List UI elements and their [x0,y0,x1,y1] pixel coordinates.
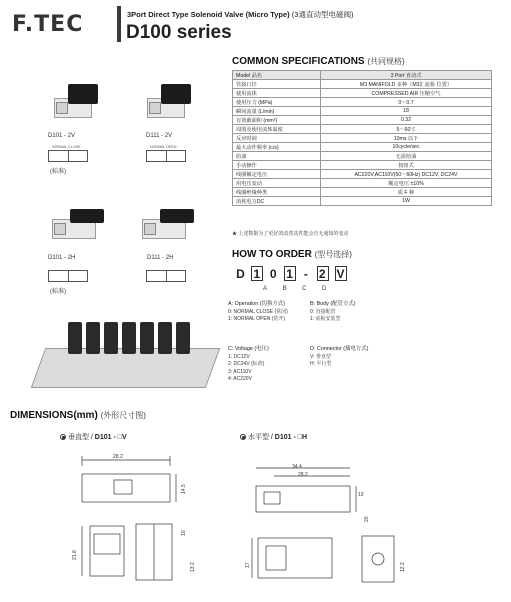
code-letter: C [302,286,307,292]
spec-row [233,179,492,188]
manifold-photo [38,318,213,378]
option-a [228,301,288,324]
spec-row [233,188,492,197]
dim-value: 14.5 [181,484,187,494]
spec-key: 消耗电力DC [233,197,321,206]
drawing-vertical-top [70,452,190,512]
option-title: D: Connector (插电方式) [310,346,369,352]
spec-row [233,170,492,179]
spec-value: 5～60℃ [321,125,492,134]
product-note: (标准) [50,289,66,295]
code-box: V [336,267,346,281]
symbol-caption: NORMAL CLOSE [52,145,81,149]
dim-value: 20 [364,516,370,522]
option-title: A: Operation (切换方式) [228,301,285,307]
valve-symbol [146,150,186,162]
symbol-caption: NORMAL OPEN [150,145,177,149]
order-title-cn: (型号选择) [314,250,352,259]
option-item: 3: AC110V [228,368,252,375]
spec-key: 有效截面积 (mm²) [233,116,321,125]
specs-table [232,70,492,206]
option-item: 1: DC12V [228,353,250,360]
spec-row [233,161,492,170]
subtitle-en: 3Port Direct Type Solenoid Valve (Micro Type) [127,10,290,19]
spec-key: 管接口径 [233,80,321,89]
spec-value: 按钮式 [321,161,492,170]
dim-value: 12.2 [400,562,406,572]
code-box: 2 [317,266,329,281]
code-letter: D [321,286,327,292]
spec-value: 质 F 种 [321,188,492,197]
code-letter: B [282,286,287,292]
spec-value: 无需给油 [321,152,492,161]
dim-value: 13.2 [190,562,196,572]
product-label: D101 - 2H [48,255,76,261]
specs-note: ★ 上述数据为了更好的改善其性能会有无通知的变动 [232,231,349,237]
code-letters [256,286,333,292]
order-title [232,249,352,260]
dim-value: 10 [181,530,187,536]
spec-value: 0.32 [321,116,492,125]
dim-value: 10 [358,492,364,498]
brand-logo: F.TEC [12,12,84,37]
option-title: C: Voltage (电压) [228,346,269,352]
dimensions-title-en: DIMENSIONS(mm) [10,410,98,421]
dim-type-label: 垂直型 / [67,434,93,441]
spec-value: AC220V,AC110V(50～60Hz) DC12V, DC24V [321,170,492,179]
valve-symbol [48,150,88,162]
spec-key: 瞬间流量 (L/min) [233,107,321,116]
spec-row [233,89,492,98]
spec-row [233,143,492,152]
spec-key: 周围及使用流体温度 [233,125,321,134]
valve-symbol [48,270,88,282]
spec-key: 最大动作频率 (c/s) [233,143,321,152]
product-note: (标准) [50,169,66,175]
spec-key: 使用压力 (MPa) [233,98,321,107]
order-title-en: HOW TO ORDER [232,249,312,260]
option-b [310,301,356,324]
drawing-horizontal-side [250,528,400,588]
dim-value: 34.4 [292,464,302,470]
spec-value: 3 Port 直动式 [321,71,492,80]
spec-row [233,152,492,161]
option-item: 0: NORMAL CLOSE (常闭) [228,308,288,315]
option-item: H: 平行型 [310,361,332,367]
dim-model-label: D101 - □V [94,434,127,441]
option-item: V: 垂直型 [310,353,331,360]
subtitle-cn: (3通直动型电磁阀) [291,10,354,19]
drawing-horizontal-top [250,462,370,522]
option-item: 1: NORMAL OPEN (常开) [228,316,286,322]
series-title: D100 series [126,22,232,43]
spec-key: 线圈绝缘种类 [233,188,321,197]
valve-photo-d101-2h [50,205,110,245]
spec-key: 使用流体 [233,89,321,98]
drawing-vertical-side [70,518,190,588]
dim-type-label: 水平型 / [247,434,273,441]
header-divider [117,6,121,42]
option-item: 0: 直接配管 [310,308,336,315]
dim-horizontal-heading [240,432,307,442]
dim-value: 17 [245,562,251,568]
dimensions-title [10,410,146,421]
product-label: D111 - 2H [147,255,174,261]
code-box: 1 [251,266,263,281]
option-item: 1: 底板安装型 [310,316,341,322]
option-item: 2: DC24V (标准) [228,361,265,367]
spec-row [233,125,492,134]
dim-value: 21.8 [72,550,78,560]
option-item: 4: AC220V [228,376,252,382]
option-d [310,346,368,369]
valve-photo-d111-2h [140,205,200,245]
dim-vertical-heading [60,432,127,442]
radio-selected-icon [240,434,246,440]
spec-key: 用电压变动 [233,179,321,188]
code-box: 1 [284,266,296,281]
spec-row [233,80,492,89]
code-letter: A [262,286,267,292]
option-title: B: Body (配管方式) [310,301,356,307]
spec-key: Model 品名 [233,71,321,80]
valve-photo-d101-2v [52,82,102,122]
spec-value: COMPRESSED AIR 压缩空气 [321,89,492,98]
dim-value: 28.2 [298,472,308,478]
spec-row [233,98,492,107]
specs-title [232,56,405,67]
header-subtitle [127,9,353,20]
code-char: 0 [269,267,278,281]
spec-row [233,197,492,206]
option-c [228,346,269,384]
spec-value: 18 [321,107,492,116]
spec-key: 手动操作 [233,161,321,170]
spec-row [233,134,492,143]
spec-row [233,116,492,125]
spec-row [233,71,492,80]
dimensions-title-cn: (外形尺寸图) [100,411,146,420]
spec-value: M3 MANIFOLD 多种（M3汇流板 位置） [321,80,492,89]
specs-title-en: COMMON SPECIFICATIONS [232,56,365,67]
spec-row [233,107,492,116]
spec-value: 0～0.7 [321,98,492,107]
spec-key: 反应时间 [233,134,321,143]
radio-selected-icon [60,434,66,440]
dim-model-label: D101 - □H [274,434,308,441]
model-code [236,266,348,281]
spec-value: 10cycle/sec [321,143,492,152]
spec-value: 额定电压 ±10% [321,179,492,188]
spec-key: 线圈额定电压 [233,170,321,179]
specs-title-cn: (共同规格) [367,57,405,66]
spec-key: 给油 [233,152,321,161]
code-char: - [303,267,309,281]
valve-symbol [146,270,186,282]
spec-value: 10ms 以下 [321,134,492,143]
product-label: D101 - 2V [48,133,76,139]
spec-value: 1W [321,197,492,206]
valve-photo-d111-2v [145,82,195,122]
product-label: D111 - 2V [146,133,173,139]
code-char: D [236,267,246,281]
dim-value: 28.2 [113,454,123,460]
